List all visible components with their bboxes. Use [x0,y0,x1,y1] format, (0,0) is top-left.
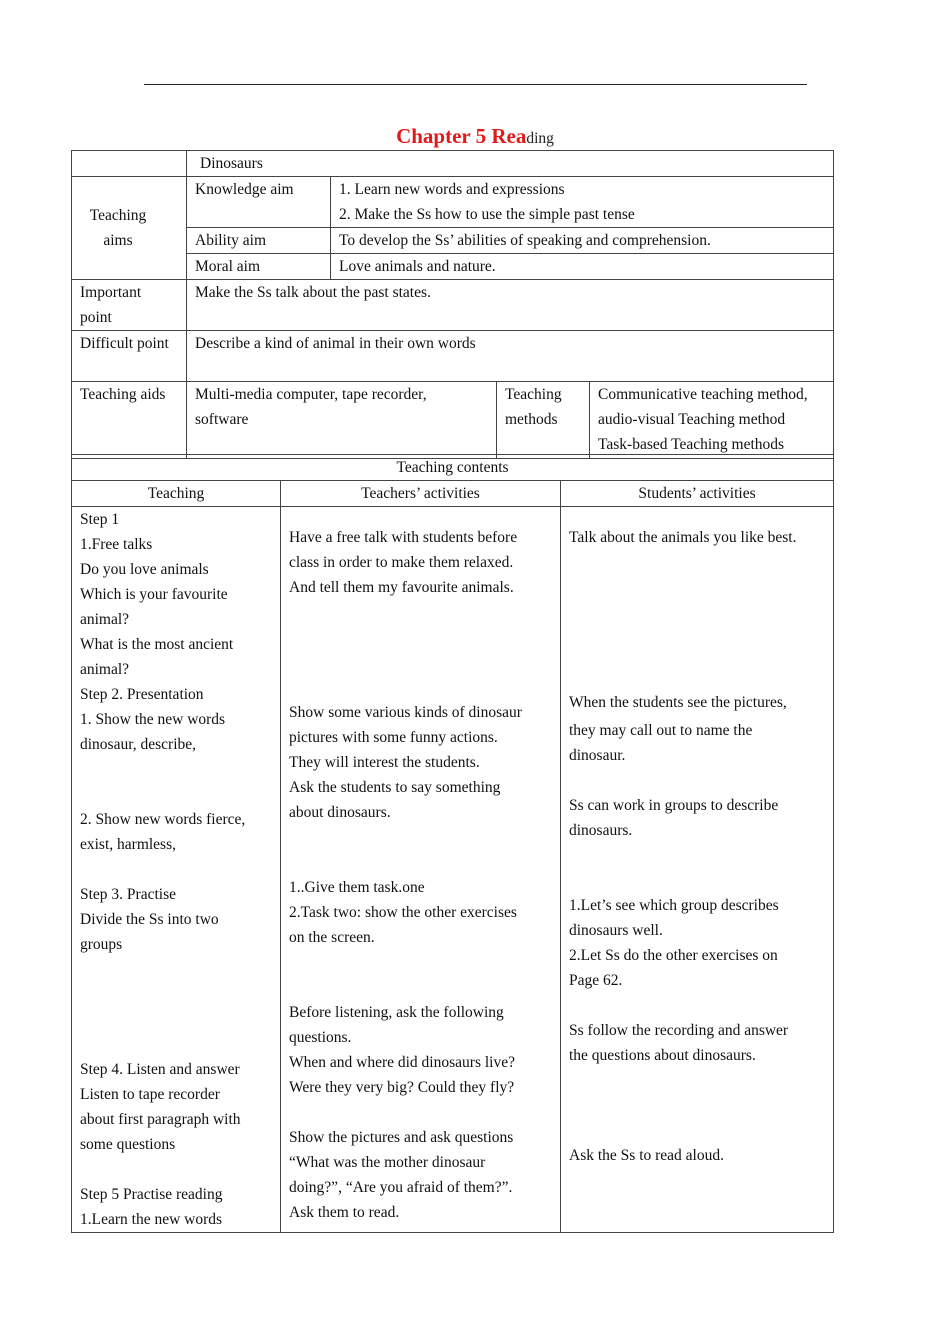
blank-cell [72,151,187,177]
step-5: Step 5 Practise reading [80,1186,223,1203]
important-point-label: Important point [72,280,187,331]
aims-table [71,150,834,459]
col-students-activities: Students’ activities [561,481,834,507]
teaching-aids-text: Multi-media computer, tape recorder, software [187,382,497,459]
contents-table [71,454,834,1233]
teaching-aims-label: Teaching aims [72,177,187,280]
header-rule [144,84,807,85]
step-2: Step 2. Presentation [80,686,204,703]
contents-heading: Teaching contents [72,455,834,481]
important-point-text: Make the Ss talk about the past states. [187,280,834,331]
teaching-methods-text: Communicative teaching method, audio-visual Teaching method Task-based Teaching methods [590,382,834,459]
topic: Dinosaurs [187,151,834,177]
difficult-point-label: Difficult point [72,331,187,382]
moral-aim-text: Love animals and nature. [331,254,834,280]
difficult-point-text: Describe a kind of animal in their own words [187,331,834,382]
knowledge-aim-label: Knowledge aim [187,177,331,228]
knowledge-aim-text: 1. Learn new words and expressions 2. Make the Ss how to use the simple past tense [331,177,834,228]
ability-aim-text: To develop the Ss’ abilities of speaking and comprehension. [331,228,834,254]
step-3: Step 3. Practise [80,886,176,903]
col-teaching: Teaching [72,481,281,507]
teaching-methods-label: Teaching methods [497,382,590,459]
page-title [0,125,950,150]
title-suffix: ding [526,130,554,147]
title-main: Chapter 5 Rea [396,124,527,148]
students-activities: Talk about the animals you like best. When the students see the pictures, they may call out to name the dinosaur. Ss can work in groups to describe dinosaurs. 1.Let’s see which group describes dinosaurs well. 2.Let Ss do the other exercises on Page 62. Ss follow the recording and answer the questions about dinosaurs. Ask the Ss to read aloud. [561,507,834,1233]
ability-aim-label: Ability aim [187,228,331,254]
teachers-activities: Have a free talk with students before class in order to make them relaxed. And tell them my favourite animals. Show some various kinds of dinosaur pictures with some funny actions. They will interest the students. Ask the students to say something about dinosaurs. 1..Give them task.one 2.Task two: show the other exercises on the screen. Before listening, ask the following questions. When and where did dinosaurs live? Were they very big? Could they fly? Show the pictures and ask questions “What was the mother dinosaur doing?”, “Are you afraid of them?”. Ask them to read. [281,507,561,1233]
step-4: Step 4. Listen and answer [80,1061,240,1078]
teaching-aids-label: Teaching aids [72,382,187,459]
moral-aim-label: Moral aim [187,254,331,280]
teaching-steps: Step 1 1.Free talks Do you love animals Which is your favourite animal? What is the most ancient animal? Step 2. Presentation 1. Show the new words dinosaur, describe, 2. Show new words fierce, exist, harmless, Step 3. Practise Divide the Ss into two groups Step 4. Listen and answer Listen to tape recorder about first paragraph with some questions Step 5 Practise reading 1.Learn the new words [72,507,281,1233]
col-teachers-activities: Teachers’ activities [281,481,561,507]
step-1: Step 1 [80,511,120,528]
